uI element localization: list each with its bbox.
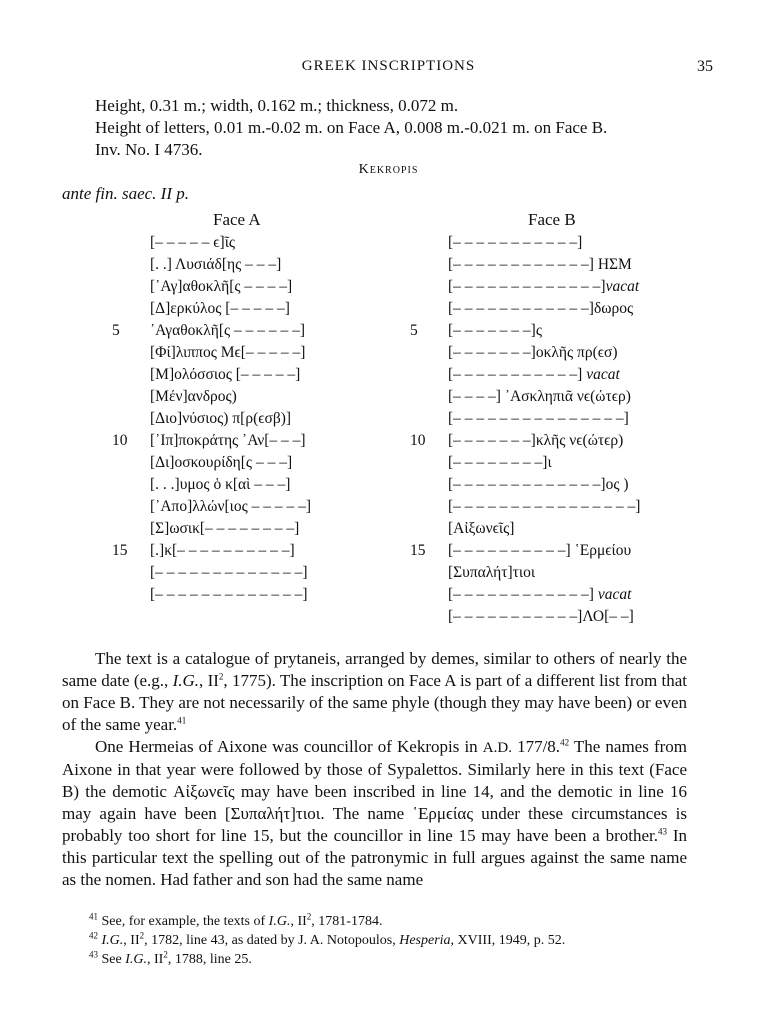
inscription-line xyxy=(410,386,640,408)
face-b-text xyxy=(410,232,640,628)
commentary xyxy=(62,648,687,891)
measurement-dimensions: Height, 0.31 m.; width, 0.162 m.; thickness, 0.072 m. xyxy=(95,96,459,115)
inscription-line xyxy=(112,276,311,298)
line-text: [.]κ[– – – – – – – – – –] xyxy=(150,542,295,559)
line-text: [– – – – – – –]κλῆς νϵ(ώτϵρ) xyxy=(448,432,624,449)
inscription-line xyxy=(410,320,640,342)
line-text: [– – – – – ϵ]ῖς xyxy=(150,234,236,251)
line-text: [– – – – – – – – – – – –]δωρος xyxy=(448,300,634,317)
line-text: [Δι]οσκουρίδη[ς – – –] xyxy=(150,454,293,471)
line-text: [– – – –] ᾿Ασκληπιᾶ νϵ(ώτϵρ) xyxy=(448,388,631,405)
inscription-line xyxy=(410,496,640,518)
line-text: [– – – – – – –]οκλῆς πρ(ϵσ) xyxy=(448,344,618,361)
inscription-line xyxy=(410,452,640,474)
line-text: [– – – – – – –]ς xyxy=(448,322,542,339)
line-number: 10 xyxy=(112,432,128,449)
line-text: [– – – – – – – – – –] ῾Ερμϵίου xyxy=(448,542,632,559)
inscription-line xyxy=(112,518,311,540)
tribe-heading: Kekropis xyxy=(358,162,419,177)
inscription-line xyxy=(112,474,311,496)
footnote-ref: 42 xyxy=(560,737,570,748)
line-text: [Σ]ωσικ[– – – – – – – –] xyxy=(150,520,300,537)
line-text: [. . .]υμος ὁ κ[αὶ – – –] xyxy=(150,476,291,493)
line-text: [– – – – – – – – – – – –] ΗΣΜ xyxy=(448,256,632,273)
line-text: [– – – – – – – –]ι xyxy=(448,454,552,471)
line-text: [᾿Απο]λλών[ιος – – – – –] xyxy=(150,498,312,515)
line-text: [– – – – – – – – – – – –] vacat xyxy=(448,586,632,603)
line-number: 15 xyxy=(410,542,426,559)
inscription-line xyxy=(112,430,311,452)
line-number: 5 xyxy=(112,322,120,339)
line-text: [– – – – – – – – – – – – –]vacat xyxy=(448,278,640,295)
line-text: [Συπαλήτ]τιοι xyxy=(448,564,535,581)
inscription-line xyxy=(112,254,311,276)
inscription-line xyxy=(112,562,311,584)
line-text: [– – – – – – – – – – – – – – – –] xyxy=(448,498,641,515)
inscription-line xyxy=(112,496,311,518)
date-line: ante fin. saec. II p. xyxy=(62,184,189,203)
line-text: [Φί]λιππος Μϵ[– – – – –] xyxy=(150,344,306,361)
inscription-line xyxy=(112,298,311,320)
inscription-line xyxy=(410,408,640,430)
line-text: ᾿Αγαθοκλῆ[ς – – – – – –] xyxy=(150,322,306,339)
inscription-line xyxy=(410,298,640,320)
measurement-letter-height: Height of letters, 0.01 m.-0.02 m. on Face A, 0.008 m.-0.021 m. on Face B. xyxy=(95,118,608,137)
face-a-heading: Face A xyxy=(213,210,261,229)
face-b-heading: Face B xyxy=(528,210,576,229)
line-number: 10 xyxy=(410,432,426,449)
line-text: [– – – – – – – – – – –] xyxy=(448,234,583,251)
inscription-line xyxy=(410,518,640,540)
footnote-41: $^{41}$ See, for example, the texts of I.G., $II^2$, 1781-1784. xyxy=(89,911,383,929)
inscription-line xyxy=(410,342,640,364)
inscription-line xyxy=(410,276,640,298)
inventory-number: Inv. No. I 4736. xyxy=(95,140,203,159)
line-text: [– – – – – – – – – – –] vacat xyxy=(448,366,620,383)
footnote-43: $^{43}$ See I.G., $II^2$, 1788, line 25. xyxy=(89,949,252,967)
line-text: [– – – – – – – – – – – – –] xyxy=(150,564,308,581)
inscription-line xyxy=(112,540,311,562)
face-a-text xyxy=(112,232,311,606)
inscription-line xyxy=(112,342,311,364)
inscription-line xyxy=(112,584,311,606)
line-text: [᾿Αγ]αθοκλῆ[ς – – – –] xyxy=(150,278,293,295)
inscription-line xyxy=(112,386,311,408)
inscription-line xyxy=(410,562,640,584)
line-text: [– – – – – – – – – – – – – – –] xyxy=(448,410,629,427)
line-text: [Δ]ερκύλος [– – – – –] xyxy=(150,300,290,317)
line-text: [– – – – – – – – – – –]ΛΟ[– –] xyxy=(448,608,634,625)
inscription-line xyxy=(410,584,640,606)
inscription-line xyxy=(410,540,640,562)
line-number: 5 xyxy=(410,322,418,339)
inscription-line xyxy=(410,430,640,452)
footnote-ref: 43 xyxy=(658,826,668,837)
inscription-line xyxy=(410,232,640,254)
line-text: [Διο]νύσιος) π[ρ(ϵσβ)] xyxy=(150,410,292,427)
line-text: [– – – – – – – – – – – – –] xyxy=(150,586,308,603)
inscription-line xyxy=(410,606,640,628)
inscription-line xyxy=(112,408,311,430)
inscription-line xyxy=(112,364,311,386)
inscription-line xyxy=(410,474,640,496)
paragraph: The text is a catalogue of prytaneis, arranged by demes, similar to others of nearly the same date (e.g., I.G., $II^2$, 1775). The inscription on Face A is part of a different list from that on Face B. They are not necessarily of the same phyle (though they may have been) or even of the same year.$^{41}$ xyxy=(62,649,687,734)
line-text: [᾿Ιπ]ποκράτης ᾿Αν[– – –] xyxy=(150,432,306,449)
inscription-line xyxy=(410,364,640,386)
line-text: [Μ]ολόσσιος [– – – – –] xyxy=(150,366,301,383)
paragraph: One Hermeias of Aixone was councillor of Kekropis in A.D. 177/8.42 The names from Aixone in that year were followed by those of Sypalettos. Similarly here in this text (Face B) the demotic Αἰξωνϵῖς may have been inscribed in line 14, and the demotic in line 16 may again have been [Συπαλήτ]τιοι. The name ῾Ερμϵίας under these circumstances is probably too short for line 15, but the councillor in line 15 may have been a brother.$^{43}$ In this particular text the spelling out of the patronymic in full argues against the same name as the nomen. Had father and son had the same name xyxy=(62,737,687,889)
line-text: [Μέν]ανδρος) xyxy=(150,388,237,405)
line-text: [. .] Λυσιάδ[ης – – –] xyxy=(150,256,282,273)
inscription-line xyxy=(410,254,640,276)
line-number: 15 xyxy=(112,542,128,559)
line-text: [Αἰξωνϵῖς] xyxy=(448,520,515,537)
line-text: [– – – – – – – – – – – – –]ος ) xyxy=(448,476,629,493)
running-title: GREEK INSCRIPTIONS xyxy=(301,58,476,74)
page-number: 35 xyxy=(697,58,713,75)
footnote-42: $^{42}$ I.G., $II^2$, 1782, line 43, as dated by J. A. Notopoulos, Hesperia, XVIII, 1949, p. 52. xyxy=(89,930,566,948)
inscription-line xyxy=(112,232,311,254)
footnotes xyxy=(62,912,702,969)
footnote-ref: 41 xyxy=(177,715,187,726)
inscription-line xyxy=(112,452,311,474)
inscription-line xyxy=(112,320,311,342)
running-head xyxy=(0,58,777,80)
